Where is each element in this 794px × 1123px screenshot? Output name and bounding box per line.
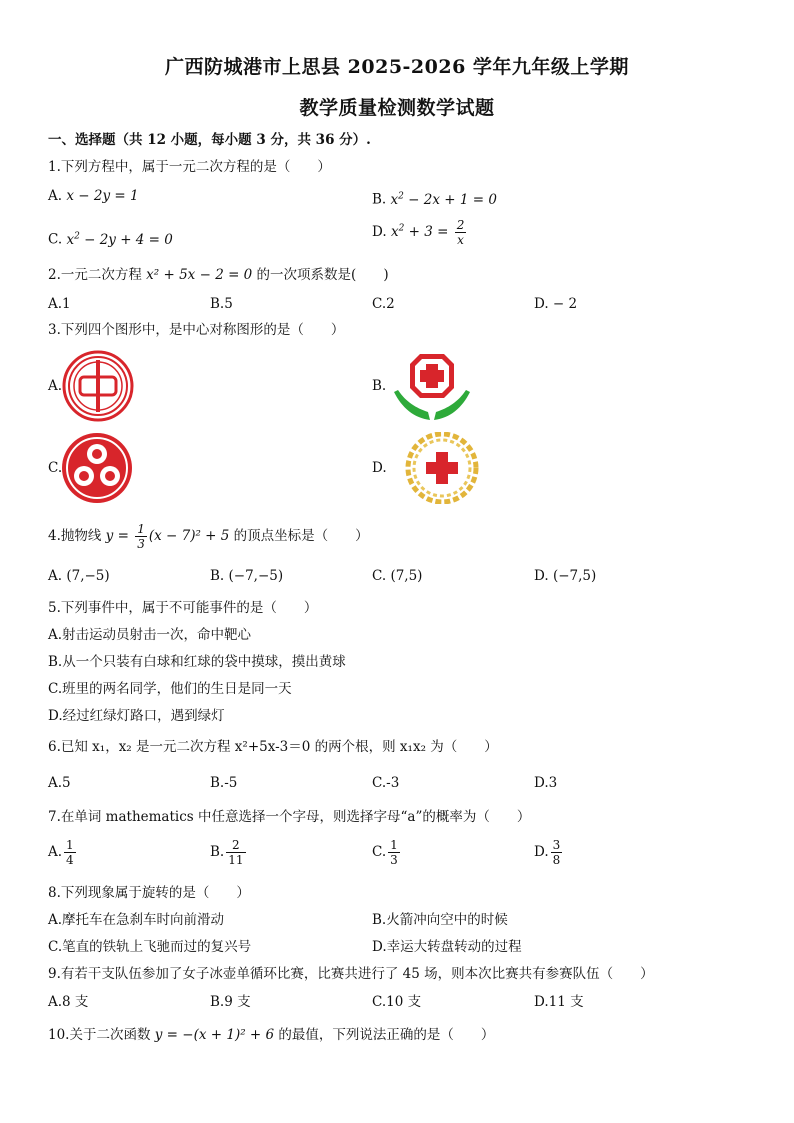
q7-option-c: C. $\frac{1}{3}$ (372, 838, 398, 867)
q6-option-d: D.3 (534, 775, 558, 791)
q2-option-b: B.5 (210, 296, 233, 312)
q1-option-b: B. $x^2 - 2x + 1 = 0$ (372, 191, 497, 208)
q9-option-a: A.8 支 (48, 994, 89, 1010)
exam-title-line1: 广西防城港市上思县 2025-2026 学年九年级上学期 (165, 56, 629, 78)
q9-option-c: C.10 支 (372, 994, 422, 1010)
exam-title-line2: 教学质量检测数学试题 (299, 97, 495, 119)
q9-option-d: D.11 支 (534, 994, 584, 1010)
logo-a-ring-icon (62, 350, 134, 422)
q8-option-c: C.笔直的铁轨上飞驰而过的复兴号 (48, 939, 252, 955)
q6-stem: 6.已知 x₁，x₂ 是一元二次方程 x²+5x-3＝0 的两个根，则 x₁x₂ 为（ ） (48, 739, 498, 755)
q7-stem: 7.在单词 mathematics 中任意选择一个字母，则选择字母“a”的概率为（ ） (48, 809, 531, 825)
q3-option-d-label: D. (372, 460, 387, 476)
q4-stem: 4.抛物线 y = $\frac{1}{3}$ (x − 7)² + 5 的顶点坐标是（ ） (48, 522, 369, 551)
q9-stem: 9.有若干支队伍参加了女子冰壶单循环比赛，比赛共进行了 45 场，则本次比赛共有参赛队伍（ ） (48, 966, 654, 982)
logo-d-red-cross-wreath-icon (405, 432, 479, 504)
q5-option-b: B.从一个只装有白球和红球的袋中摸球，摸出黄球 (48, 654, 346, 670)
logo-b-medical-cross-icon (392, 350, 472, 425)
q7-option-b: B. $\frac{2}{11}$ (210, 838, 244, 867)
q4-option-c: C. (7,5) (372, 568, 423, 584)
q7-option-d: D. $\frac{3}{8}$ (534, 838, 561, 867)
q3-option-a-label: A. (48, 378, 63, 394)
q6-option-a: A.5 (48, 775, 71, 791)
q4-option-a: A. (7,−5) (48, 568, 110, 584)
q5-stem: 5.下列事件中，属于不可能事件的是（ ） (48, 600, 318, 616)
logo-c-trefoil-icon (60, 432, 134, 504)
q9-option-b: B.9 支 (210, 994, 251, 1010)
q5-option-c: C.班里的两名同学，他们的生日是同一天 (48, 681, 292, 697)
q2-stem: 2.一元二次方程 x² + 5x − 2 = 0 的一次项系数是( ) (48, 267, 389, 283)
q2-option-d: D. − 2 (534, 296, 578, 312)
q2-option-a: A.1 (48, 296, 71, 312)
q7-option-a: A. $\frac{1}{4}$ (48, 838, 74, 867)
q8-option-a: A.摩托车在急刹车时向前滑动 (48, 912, 225, 928)
q2-option-c: C.2 (372, 296, 395, 312)
q4-option-b: B. (−7,−5) (210, 568, 284, 584)
q6-option-b: B.-5 (210, 775, 238, 791)
q3-stem: 3.下列四个图形中，是中心对称图形的是（ ） (48, 322, 345, 338)
q3-option-c-label: C. (48, 460, 63, 476)
q5-option-d: D.经过红绿灯路口，遇到绿灯 (48, 708, 225, 724)
q8-option-d: D.幸运大转盘转动的过程 (372, 939, 522, 955)
q10-stem: 10.关于二次函数 y = −(x + 1)² + 6 的最值，下列说法正确的是（ ） (48, 1027, 495, 1043)
q1-option-c: C. $x^2 - 2y + 4 = 0$ (48, 231, 173, 248)
section-heading: 一、选择题（共 12 小题，每小题 3 分，共 36 分）. (48, 132, 371, 148)
q1-option-a: A. x − 2y = 1 (48, 188, 139, 204)
q4-option-d: D. (−7,5) (534, 568, 597, 584)
q8-stem: 8.下列现象属于旋转的是（ ） (48, 885, 250, 901)
q1-stem: 1.下列方程中，属于一元二次方程的是（ ） (48, 159, 331, 175)
q1-option-d: D. $x^2 + 3$ = $\frac{2}{x}$ (372, 218, 465, 247)
q6-option-c: C.-3 (372, 775, 400, 791)
q8-option-b: B.火箭冲向空中的时候 (372, 912, 508, 928)
q3-option-b-label: B. (372, 378, 387, 394)
q5-option-a: A.射击运动员射击一次，命中靶心 (48, 627, 252, 643)
